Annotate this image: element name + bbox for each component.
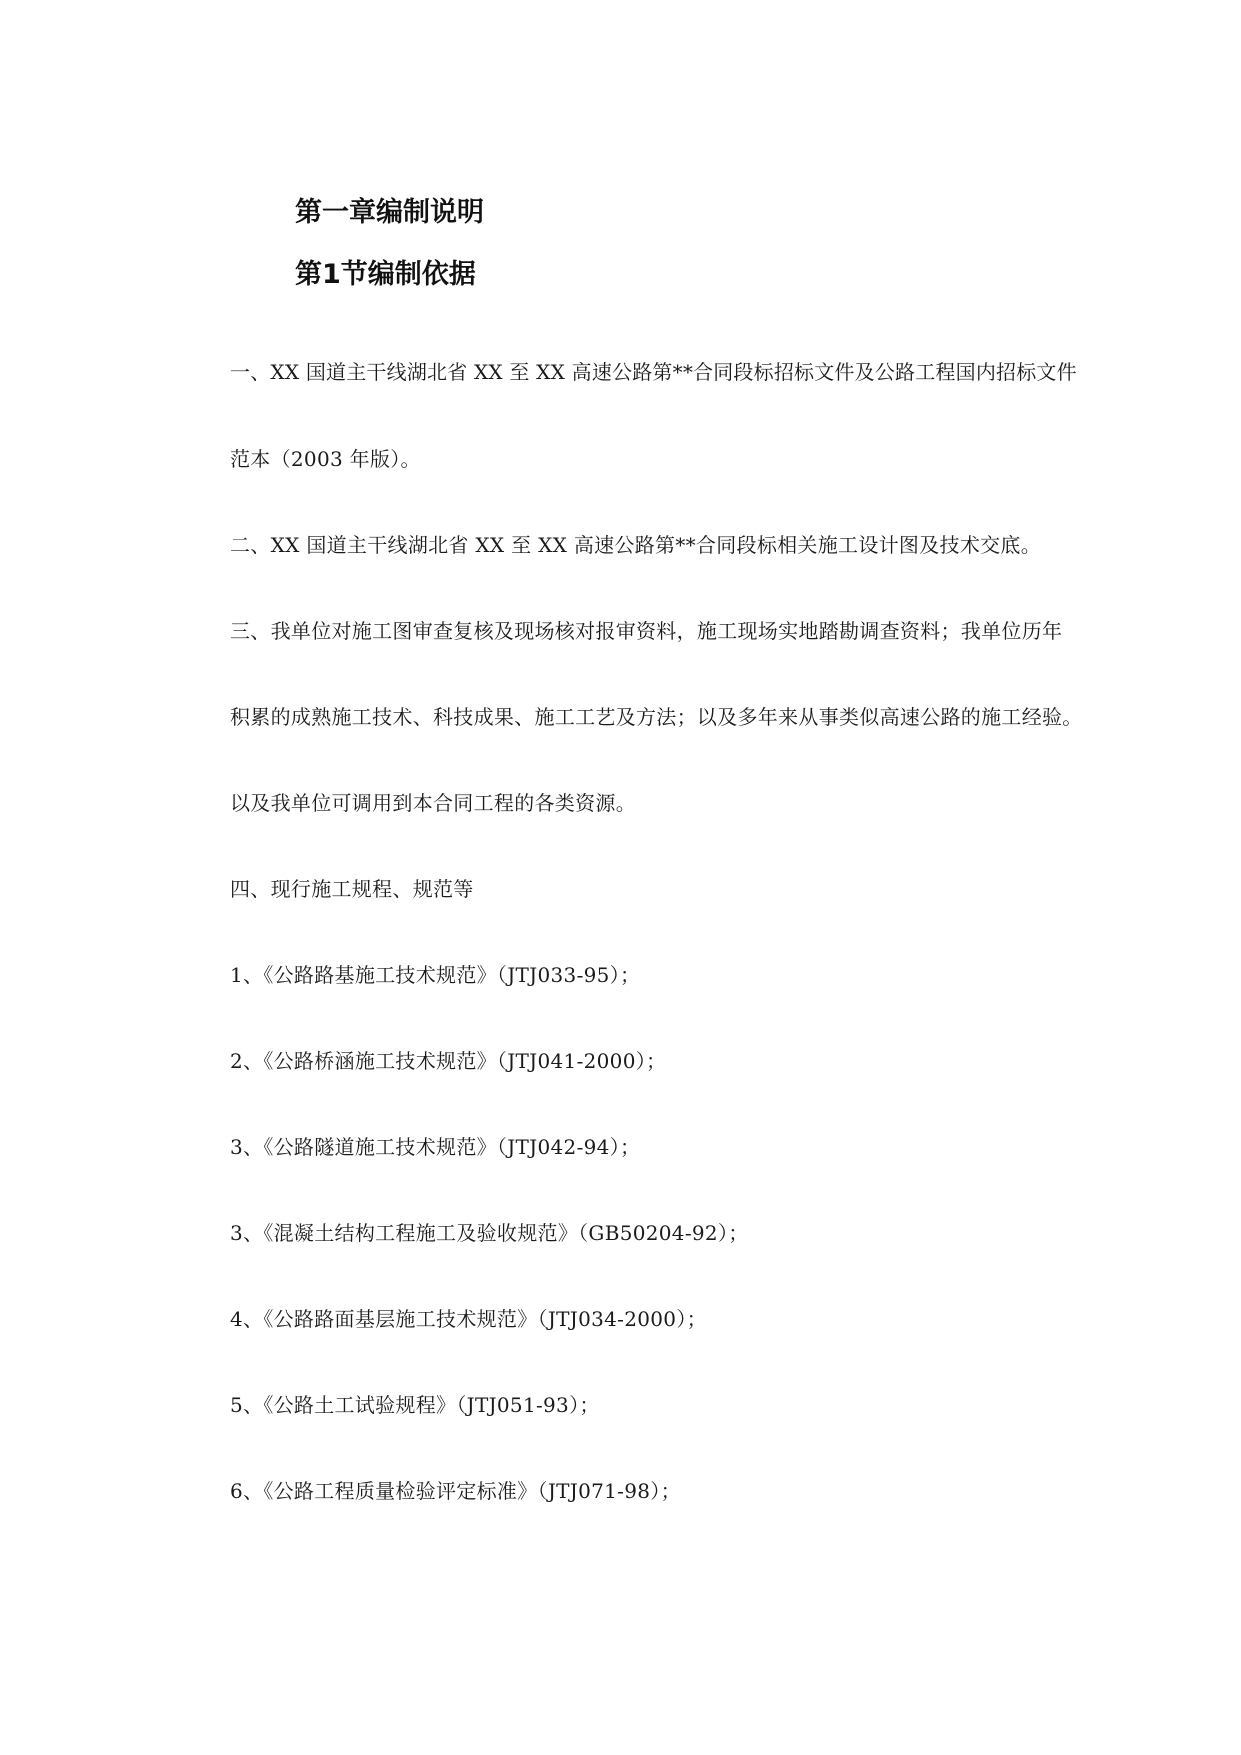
list-item: 2、《公路桥涵施工技术规范》（JTJ041-2000）； [230, 1049, 667, 1073]
list-item: 3、《混凝土结构工程施工及验收规范》（GB50204-92）； [230, 1221, 749, 1245]
paragraph-line: 以及我单位可调用到本合同工程的各类资源。 [230, 791, 636, 815]
paragraph-line: 三、我单位对施工图审查复核及现场核对报审资料，施工现场实地踏勘调查资料；我单位历年 [230, 619, 1063, 643]
list-item: 1、《公路路基施工技术规范》（JTJ033-95）； [230, 963, 641, 987]
list-item: 5、《公路土工试验规程》（JTJ051-93）； [230, 1393, 600, 1417]
list-item: 6、《公路工程质量检验评定标准》（JTJ071-98）； [230, 1479, 681, 1503]
list-item: 4、《公路路面基层施工技术规范》（JTJ034-2000）； [230, 1307, 707, 1331]
paragraph-line: 积累的成熟施工技术、科技成果、施工工艺及方法；以及多年来从事类似高速公路的施工经验。 [230, 705, 1083, 729]
list-item: 3、《公路隧道施工技术规范》（JTJ042-94）； [230, 1135, 641, 1159]
paragraph-line: 范本（2003 年版）。 [230, 447, 421, 471]
chapter-title: 第一章编制说明 [295, 197, 484, 228]
paragraph-line: 二、XX 国道主干线湖北省 XX 至 XX 高速公路第**合同段标相关施工设计图及技术交底。 [230, 533, 1042, 557]
paragraph-line: 四、现行施工规程、规范等 [230, 877, 474, 901]
paragraph-line: 一、XX 国道主干线湖北省 XX 至 XX 高速公路第**合同段标招标文件及公路工程国内招标文件 [230, 360, 1077, 384]
section-title: 第1节编制依据 [295, 259, 476, 290]
